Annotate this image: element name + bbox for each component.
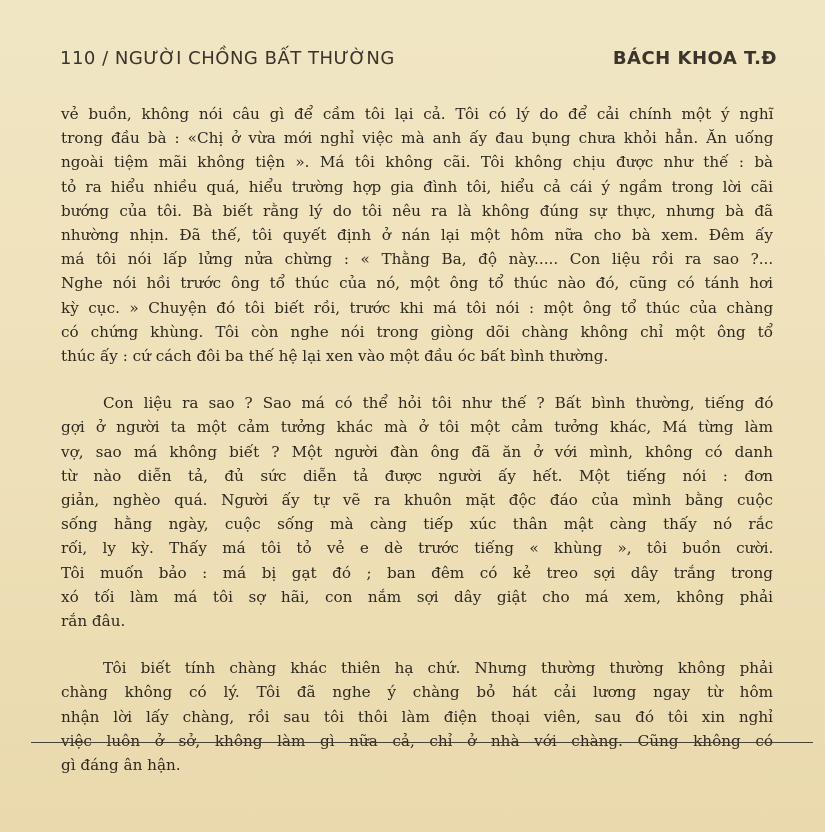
text-line: gợi ở người ta một cảm tưởng khác mà ở tôi một cảm tưởng khác, Má từng làm <box>61 418 773 437</box>
paragraph-2 <box>61 391 773 633</box>
text-line: Tôi biết tính chàng khác thiên hạ chứ. Nhưng thường thường không phải <box>103 659 773 678</box>
text-line: vẻ buồn, không nói câu gì để cầm tôi lại cả. Tôi có lý do để cải chính một ý nghĩ <box>61 105 774 123</box>
text-line: rối, ly kỳ. Thấy má tôi tỏ vẻ e dè trước tiếng « khùng », tôi buồn cười. <box>61 539 774 558</box>
text-line: từ nào diễn tả, đủ sức diễn tả được người ấy hết. Một tiếng nói : đơn <box>61 466 773 485</box>
paragraph-1 <box>61 102 773 368</box>
text-line: kỳ cục. » Chuyện đó tôi biết rồi, trước khi má tôi nói : một ông tổ thúc của chàng <box>61 298 774 317</box>
text-line: ngoài tiệm mãi không tiện ». Má tôi không cãi. Tôi không chịu được như thế : bà <box>61 153 774 172</box>
text-line: nhường nhịn. Đã thế, tôi quyết định ở nán lại một hôm nữa cho bà xem. Đêm ấy <box>61 226 773 245</box>
text-line: giản, nghèo quá. Người ấy tự vẽ ra khuôn mặt độc đáo của mình bằng cuộc <box>61 491 773 510</box>
magazine-name: BÁCH KHOA T.Đ <box>612 48 777 69</box>
text-line: sống hằng ngày, cuộc sống mà càng tiếp xúc thân mật càng thấy nó rắc <box>61 515 774 534</box>
article-body <box>61 102 773 777</box>
text-line: vợ, sao má không biết ? Một người đàn ông đã ăn ở với mình, không có danh <box>61 442 773 461</box>
text-line: thúc ấy : cứ cách đôi ba thế hệ lại xen vào một đầu óc bất bình thường. <box>61 347 609 366</box>
text-line: trong đầu bà : «Chị ở vừa mới nghỉ việc mà anh ấy đau bụng chưa khỏi hẳn. Ăn uống <box>61 129 774 148</box>
paragraph-3 <box>61 656 773 777</box>
text-line: rắn đâu. <box>61 612 126 631</box>
text-line: chàng không có lý. Tôi đã nghe ý chàng bỏ hát cải lương ngay từ hôm <box>61 683 773 702</box>
text-line: Tôi muốn bảo : má bị gạt đó ; ban đêm có kẻ treo sợi dây trắng trong <box>61 563 773 582</box>
text-line: nhận lời lấy chàng, rồi sau tôi thôi làm điện thoại viên, sau đó tôi xin nghỉ <box>61 707 773 726</box>
text-line: xó tối làm má tôi sợ hãi, con nắm sợi dây giật cho má xem, không phải <box>61 587 773 606</box>
text-line: gì đáng ân hận. <box>61 756 181 775</box>
text-line: má tôi nói lấp lửng nửa chừng : « Thằng Ba, độ này..... Con liệu rồi ra sao ?... <box>61 250 774 269</box>
text-line: có chứng khùng. Tôi còn nghe nói trong giòng dõi chàng không chỉ một ông tổ <box>61 322 774 341</box>
struck-text-line: việc luôn ở sở, không làm gì nữa cả, chỉ ở nhà với chàng. Cũng không có <box>61 729 773 753</box>
text-line: tỏ ra hiểu nhiều quá, hiểu trường hợp gia đình tôi, hiểu cả cái ý ngầm trong lời cãi <box>61 177 773 196</box>
text-line: bướng của tôi. Bà biết rằng lý do tôi nêu ra là không đúng sự thực, nhưng bà đã <box>61 201 774 220</box>
page-header <box>60 48 777 76</box>
page-number-and-title: 110 / NGƯỜI CHỒNG BẤT THƯỜNG <box>60 48 395 69</box>
text-line: Con liệu ra sao ? Sao má có thể hỏi tôi như thế ? Bất bình thường, tiếng đó <box>103 394 774 413</box>
text-line: Nghe nói hồi trước ông tổ thúc của nó, một ông tổ thúc nào đó, cũng có tánh hơi <box>61 274 773 293</box>
